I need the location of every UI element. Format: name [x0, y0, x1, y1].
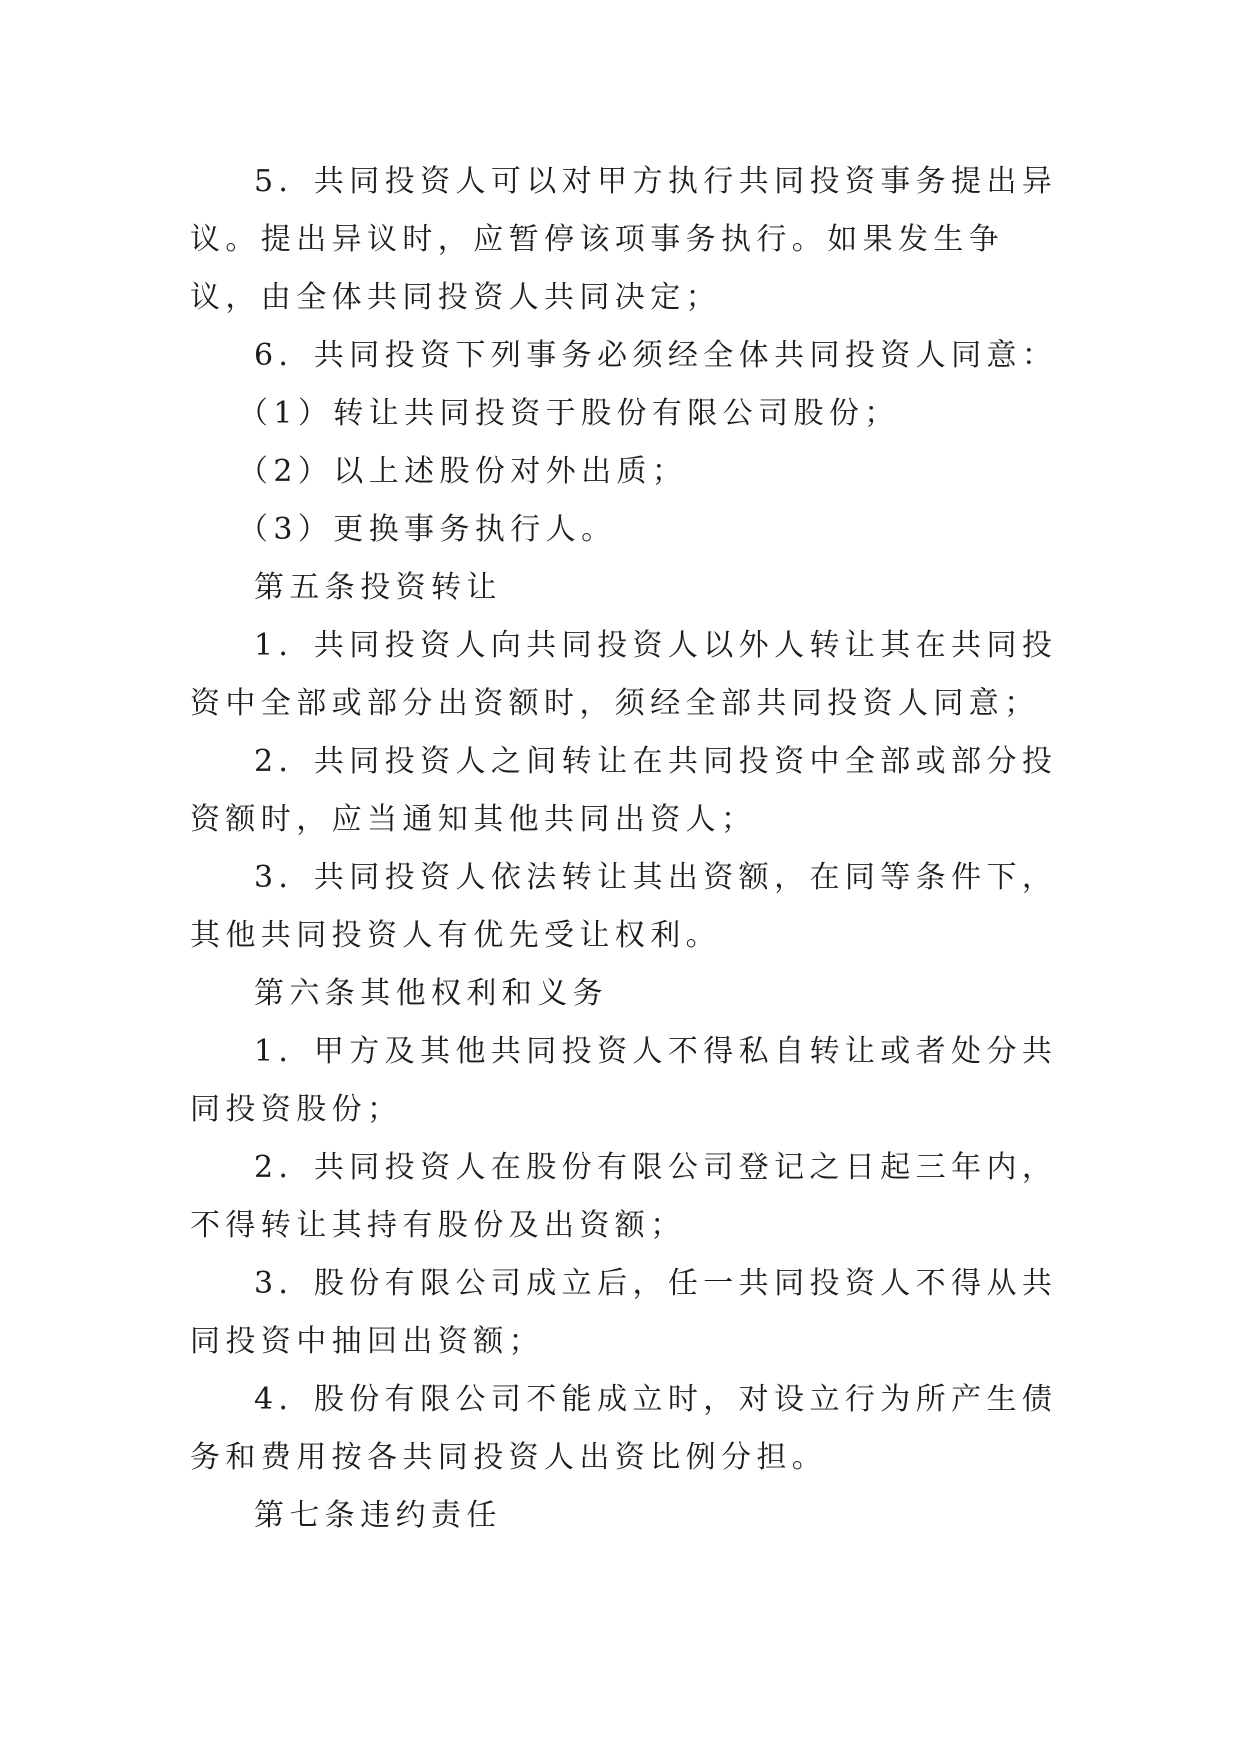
section-heading-article-5: 第五条投资转让	[254, 570, 502, 605]
paragraph-transfer-between-investors: 2．共同投资人之间转让在共同投资中全部或部分投资额时，应当通知其他共同出资人；	[190, 744, 1058, 837]
paragraph-no-private-transfer: 1．甲方及其他共同投资人不得私自转让或者处分共同投资股份；	[190, 1034, 1058, 1127]
section-heading-article-6: 第六条其他权利和义务	[254, 976, 608, 1011]
paragraph-three-year-lockup: 2．共同投资人在股份有限公司登记之日起三年内，不得转让其持有股份及出资额；	[190, 1150, 1058, 1243]
document-body	[190, 153, 1070, 1545]
paragraph-transfer-to-outsiders: 1．共同投资人向共同投资人以外人转让其在共同投资中全部或部分出资额时，须经全部共同投资人同意；	[190, 628, 1058, 721]
list-item-replace-executor: （3）更换事务执行人。	[238, 512, 617, 547]
paragraph-preemptive-right: 3．共同投资人依法转让其出资额，在同等条件下，其他共同投资人有优先受让权利。	[190, 860, 1058, 953]
paragraph-cost-sharing: 4．股份有限公司不能成立时，对设立行为所产生债务和费用按各共同投资人出资比例分担。	[190, 1382, 1058, 1475]
section-heading-article-7: 第七条违约责任	[254, 1498, 502, 1533]
paragraph-objection-rights: 5．共同投资人可以对甲方执行共同投资事务提出异议。提出异议时，应暂停该项事务执行。如果发生争议，由全体共同投资人共同决定；	[190, 164, 1058, 315]
list-item-transfer-shares: （1）转让共同投资于股份有限公司股份；	[238, 396, 900, 431]
paragraph-no-withdrawal: 3．股份有限公司成立后，任一共同投资人不得从共同投资中抽回出资额；	[190, 1266, 1058, 1359]
list-item-pledge-shares: （2）以上述股份对外出质；	[238, 454, 688, 489]
paragraph-unanimous-consent: 6．共同投资下列事务必须经全体共同投资人同意：	[254, 338, 1058, 373]
